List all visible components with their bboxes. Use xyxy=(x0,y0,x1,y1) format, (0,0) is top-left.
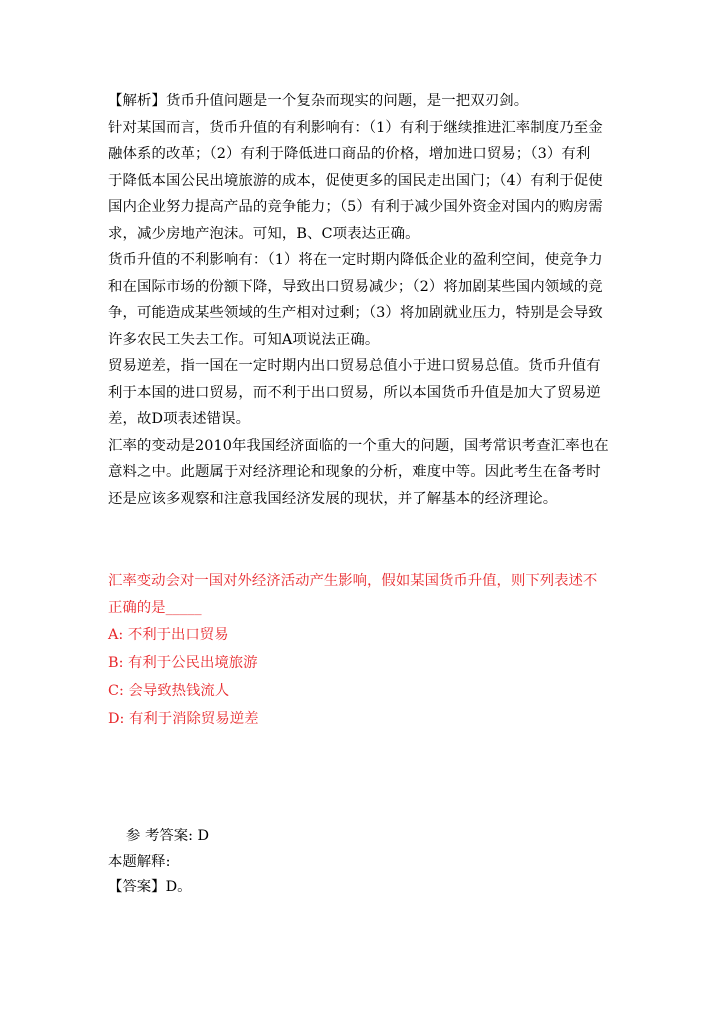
analysis-line-2: 针对某国而言，货币升值的有利影响有：（1）有利于继续推进汇率制度乃至金 xyxy=(108,119,603,136)
analysis-section xyxy=(108,88,614,512)
explain-label: 本题解释: xyxy=(108,853,171,870)
question-stem-line-1: 汇率变动会对一国对外经济活动产生影响，假如某国货币升值，则下列表述不 xyxy=(108,573,598,589)
analysis-line-13: 差，故D项表述错误。 xyxy=(108,411,251,427)
analysis-line-16: 还是应该多观察和注意我国经济发展的现状，并了解基本的经济理论。 xyxy=(108,490,558,507)
reference-answer: 参 考答案: D xyxy=(126,828,210,844)
option-d: D: 有利于消除贸易逆差 xyxy=(108,711,259,727)
option-a: A: 不利于出口贸易 xyxy=(108,627,229,643)
analysis-line-7: 货币升值的不利影响有：（1）将在一定时期内降低企业的盈利空间，使竞争力 xyxy=(108,252,603,268)
question-section xyxy=(108,568,614,733)
analysis-line-15: 意料之中。此题属于对经济理论和现象的分析，难度中等。因此考生在备考时 xyxy=(108,464,601,480)
analysis-line-12: 利于本国的进口贸易，而不利于出口贸易，所以本国货币升值是加大了贸易逆 xyxy=(108,384,601,401)
option-c: C: 会导致热钱流人 xyxy=(108,683,230,699)
analysis-line-14: 汇率的变动是2010年我国经济面临的一个重大的问题，国考常识考查汇率也在 xyxy=(108,437,609,454)
answer-text: 【答案】D。 xyxy=(108,879,192,895)
analysis-line-9: 争，可能造成某些领域的生产相对过剩；（3）将加剧就业压力，特别是会导致 xyxy=(108,305,603,321)
answer-section xyxy=(108,824,614,901)
analysis-line-3: 融体系的改革；（2）有利于降低进口商品的价格，增加进口贸易；（3）有利 xyxy=(108,146,591,162)
analysis-line-8: 和在国际市场的份额下降，导致出口贸易减少；（2）将加剧某些国内领域的竞 xyxy=(108,278,603,295)
analysis-line-4: 于降低本国公民出境旅游的成本，促使更多的国民走出国门；（4）有利于促使 xyxy=(108,172,603,189)
analysis-line-10: 许多农民工失去工作。可知A项说法正确。 xyxy=(108,331,380,348)
option-b: B: 有利于公民出境旅游 xyxy=(108,655,258,671)
question-stem-line-2: 正确的是_____ xyxy=(108,599,202,616)
analysis-line-11: 贸易逆差，指一国在一定时期内出口贸易总值小于进口贸易总值。货币升值有 xyxy=(108,358,601,374)
analysis-line-1: 【解析】货币升值问题是一个复杂而现实的问题，是一把双刃剑。 xyxy=(108,93,529,109)
analysis-line-6: 求，减少房地产泡沫。可知，B、C项表达正确。 xyxy=(108,225,420,242)
analysis-line-5: 国内企业努力提高产品的竞争能力；（5）有利于减少国外资金对国内的购房需 xyxy=(108,199,603,215)
